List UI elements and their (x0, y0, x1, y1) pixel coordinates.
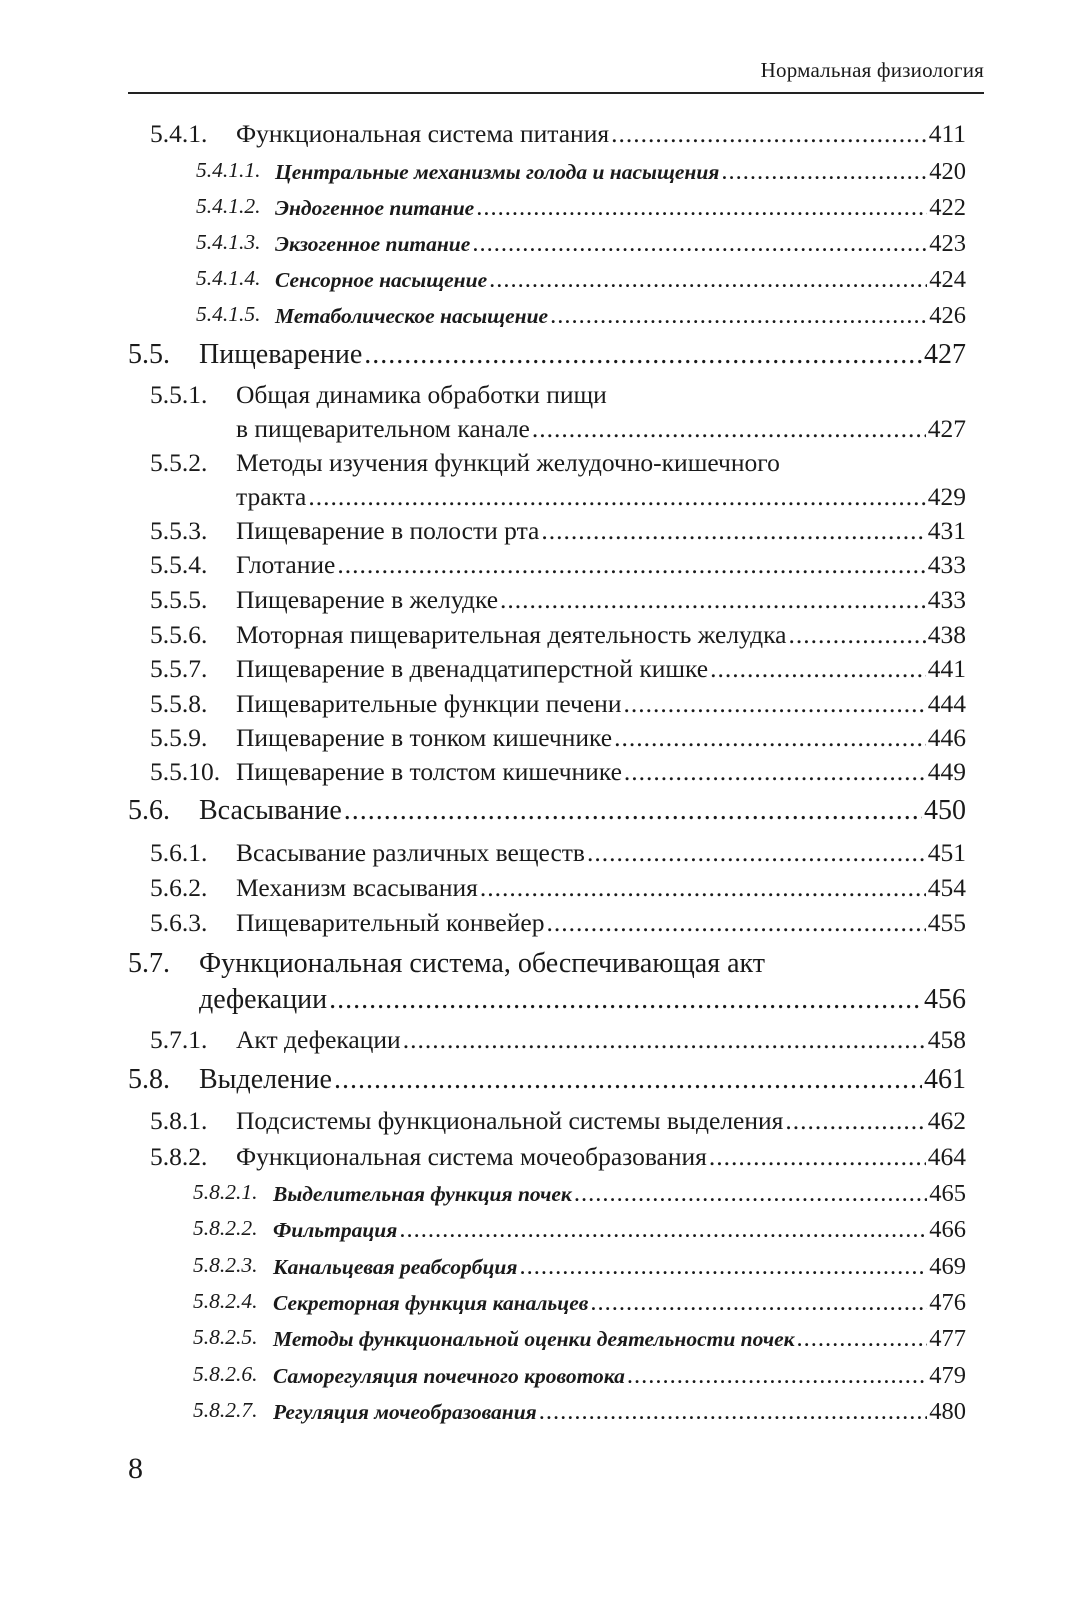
toc-entry-page: 411 (928, 119, 966, 148)
toc-entry-title: Эндогенное питание (275, 196, 475, 220)
dot-leader (337, 550, 925, 580)
toc-entry-title-line1: Методы изучения функций желудочно-кишечного (236, 448, 780, 477)
dot-leader (721, 158, 927, 186)
toc-entry-number: 5.5.3. (150, 516, 208, 545)
toc-entry-page: 433 (927, 585, 966, 614)
toc-entry-title: Всасывание (199, 795, 342, 826)
toc-entry-page: 465 (929, 1180, 966, 1207)
toc-entry-title: Механизм всасывания (236, 873, 478, 902)
dot-leader (574, 1180, 927, 1208)
dot-leader (624, 757, 926, 787)
toc-entry-page: 426 (929, 302, 966, 329)
dot-leader (614, 723, 926, 753)
toc-entry-page: 420 (929, 158, 966, 185)
toc-entry-title: Пищеварение в тонком кишечнике (236, 723, 613, 752)
toc-entry-page: 444 (927, 689, 966, 718)
toc-entry-number: 5.6. (128, 795, 170, 826)
toc-entry-page: 438 (927, 620, 966, 649)
toc-entry-number: 5.8.2.4. (193, 1289, 258, 1313)
toc-entry-page: 431 (927, 516, 966, 545)
toc-entry-page: 455 (927, 908, 966, 937)
dot-leader (785, 1106, 925, 1136)
toc-entry-number: 5.8.1. (150, 1106, 208, 1135)
toc-entry-number: 5.6.1. (150, 838, 208, 867)
toc-entry-title: Подсистемы функциональной системы выделения (236, 1106, 784, 1135)
toc-entry-title: Выделительная функция почек (273, 1182, 572, 1206)
dot-leader (532, 414, 926, 444)
dot-leader (489, 266, 927, 294)
toc-entry-page: 456 (924, 984, 966, 1015)
dot-leader (627, 1362, 927, 1390)
toc-entry-title: Функциональная система мочеобразования (236, 1142, 707, 1171)
dot-leader (476, 194, 927, 222)
dot-leader (797, 1325, 928, 1353)
toc-entry-title: Пищеварительный конвейер (236, 908, 545, 937)
toc-entry-page: 424 (929, 266, 966, 293)
toc-entry-title: Пищеварение в толстом кишечнике (236, 757, 622, 786)
toc-entry-number: 5.4.1.3. (196, 230, 261, 254)
toc-entry-page: 461 (924, 1064, 966, 1095)
toc-entry-title: Канальцевая реабсорбция (273, 1255, 518, 1279)
dot-leader (329, 984, 922, 1016)
toc-entry-number: 5.5.8. (150, 689, 208, 718)
toc-entry-title: Пищеварение в двенадцатиперстной кишке (236, 654, 709, 683)
toc-entry-number: 5.4.1.2. (196, 194, 261, 218)
toc-entry-page: 466 (929, 1216, 966, 1243)
toc-entry-title: Пищеварительные функции печени (236, 689, 622, 718)
toc-entry-page: 454 (927, 873, 966, 902)
toc-entry-title: Центральные механизмы голода и насыщения (275, 160, 720, 184)
dot-leader (539, 1398, 927, 1426)
dot-leader (623, 689, 925, 719)
toc-entry-page: 479 (929, 1362, 966, 1389)
toc-entry-page: 462 (927, 1106, 966, 1135)
toc-entry-title: Фильтрация (273, 1218, 398, 1242)
dot-leader (611, 119, 927, 149)
toc-entry-number: 5.8.2.3. (193, 1253, 258, 1277)
dot-leader (788, 620, 925, 650)
toc-entry-title: Секреторная функция канальцев (273, 1291, 589, 1315)
toc-entry-title: Саморегуляция почечного кровотока (273, 1364, 625, 1388)
toc-entry-page: 477 (929, 1325, 966, 1352)
toc-entry-title: Пищеварение в желудке (236, 585, 499, 614)
toc-entry-title-line1: Функциональная система, обеспечивающая акт (199, 948, 766, 979)
toc-entry-number: 5.8.2.6. (193, 1362, 258, 1386)
dot-leader (709, 1142, 926, 1172)
toc-entry-title: Выделение (199, 1064, 332, 1095)
dot-leader (344, 795, 922, 827)
toc-entry-number: 5.8.2.7. (193, 1398, 258, 1422)
dot-leader (550, 302, 927, 330)
toc-entry-page: 464 (927, 1142, 966, 1171)
toc-entry-title: Сенсорное насыщение (275, 268, 488, 292)
toc-entry-page: 458 (927, 1025, 966, 1054)
dot-leader (364, 339, 922, 371)
dot-leader (472, 230, 927, 258)
toc-entry-page: 480 (929, 1398, 966, 1425)
toc-entry-number: 5.5.10. (150, 757, 221, 786)
toc-entry-title-line1: Общая динамика обработки пищи (236, 380, 607, 409)
toc-entry-page: 427 (924, 339, 966, 370)
toc-entry-number: 5.7.1. (150, 1025, 208, 1054)
toc-entry-title: Глотание (236, 550, 336, 579)
dot-leader (519, 1253, 927, 1281)
dot-leader (500, 585, 926, 615)
toc-entry-number: 5.5.9. (150, 723, 208, 752)
toc-entry-number: 5.5.1. (150, 380, 208, 409)
toc-entry-number: 5.5. (128, 339, 170, 370)
toc-entry-page: 441 (927, 654, 966, 683)
toc-entry-title: Акт дефекации (236, 1025, 401, 1054)
toc-entry-number: 5.8.2. (150, 1142, 208, 1171)
toc-entry-number: 5.4.1.5. (196, 302, 261, 326)
dot-leader (546, 908, 925, 938)
toc-entry-title: дефекации (199, 984, 328, 1015)
toc-entry-title: Метаболическое насыщение (275, 304, 549, 328)
toc-entry-number: 5.4.1. (150, 119, 208, 148)
toc-entry-page: 433 (927, 550, 966, 579)
toc-entry-number: 5.8.2.2. (193, 1216, 258, 1240)
toc-entry-title: Регуляция мочеобразования (273, 1400, 537, 1424)
toc-entry-number: 5.5.7. (150, 654, 208, 683)
toc-entry-title: тракта (236, 482, 307, 511)
toc-entry-title: Функциональная система питания (236, 119, 610, 148)
toc-entry-page: 451 (927, 838, 966, 867)
toc-entry-number: 5.8.2.5. (193, 1325, 258, 1349)
toc-entry-title: Пищеварение (199, 339, 363, 370)
toc-entry-number: 5.4.1.4. (196, 266, 261, 290)
toc-entry-number: 5.6.2. (150, 873, 208, 902)
toc-entry-number: 5.6.3. (150, 908, 208, 937)
toc-entry-page: 469 (929, 1253, 966, 1280)
toc-entry-page: 422 (929, 194, 966, 221)
toc-entry-number: 5.5.2. (150, 448, 208, 477)
toc-entry-number: 5.8. (128, 1064, 170, 1095)
toc-entry-number: 5.5.5. (150, 585, 208, 614)
running-header: Нормальная физиология (760, 58, 984, 82)
toc-entry-number: 5.7. (128, 948, 170, 979)
toc-entry-title: Пищеварение в полости рта (236, 516, 540, 545)
dot-leader (399, 1216, 927, 1244)
toc-entry-page: 429 (927, 482, 966, 511)
toc-entry-page: 449 (927, 757, 966, 786)
dot-leader (541, 516, 925, 546)
toc-entry-page: 446 (927, 723, 966, 752)
toc-entry-title: в пищеварительном канале (236, 414, 530, 443)
toc-entry-number: 5.5.6. (150, 620, 208, 649)
toc-entry-page: 450 (924, 795, 966, 826)
toc-entry-title: Моторная пищеварительная деятельность желудка (236, 620, 787, 649)
toc-entry-page: 476 (929, 1289, 966, 1316)
toc-entry-number: 5.5.4. (150, 550, 208, 579)
toc-entry-page: 427 (927, 414, 966, 443)
toc-entry-title: Методы функциональной оценки деятельности почек (273, 1327, 795, 1351)
toc-entry-page: 423 (929, 230, 966, 257)
page-number: 8 (128, 1452, 143, 1485)
dot-leader (710, 654, 926, 684)
toc-entry-number: 5.4.1.1. (196, 158, 261, 182)
dot-leader (334, 1064, 922, 1096)
dot-leader (480, 873, 926, 903)
dot-leader (403, 1025, 926, 1055)
dot-leader (308, 482, 925, 512)
dot-leader (587, 838, 926, 868)
dot-leader (590, 1289, 927, 1317)
toc-entry-number: 5.8.2.1. (193, 1180, 258, 1204)
toc-entry-title: Всасывание различных веществ (236, 838, 585, 867)
toc-entry-title: Экзогенное питание (275, 232, 471, 256)
